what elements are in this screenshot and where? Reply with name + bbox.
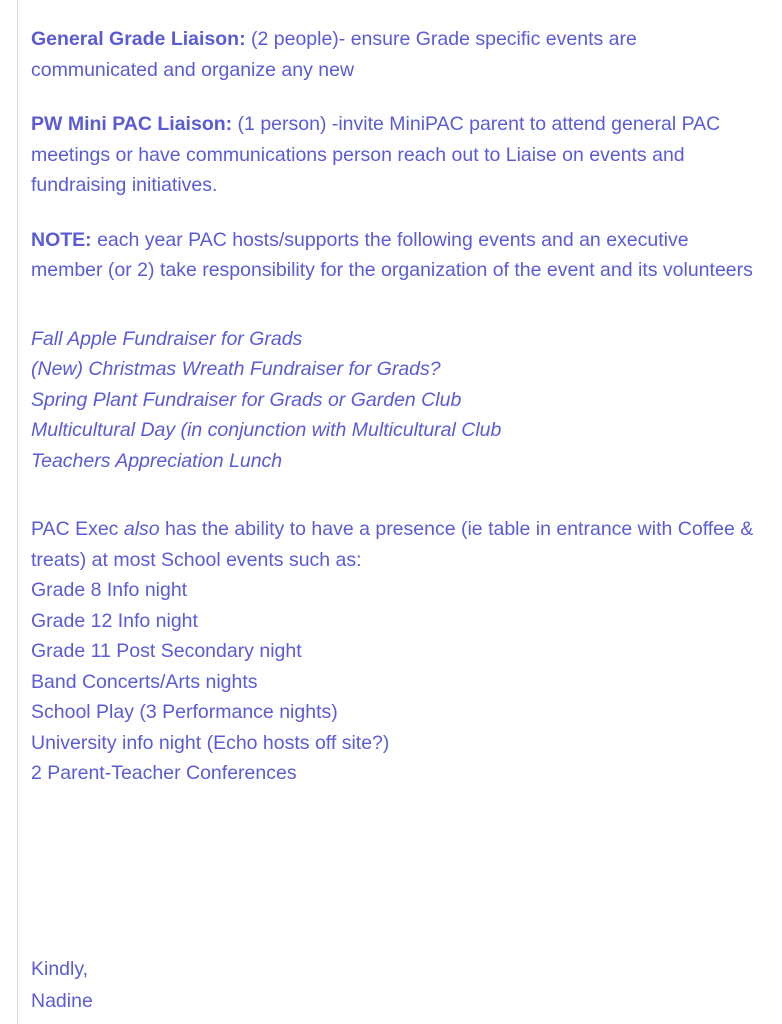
- list-item: Multicultural Day (in conjunction with Multicultural Club: [31, 419, 502, 441]
- list-item: Grade 11 Post Secondary night: [31, 640, 302, 662]
- signoff-name: Nadine: [31, 990, 93, 1012]
- paragraph-note: [31, 225, 758, 286]
- spacer: [31, 500, 758, 514]
- text-pac-exec-part1: PAC Exec: [31, 518, 124, 540]
- left-margin-rule: [17, 0, 18, 1024]
- label-pw-mini-pac-liaison: PW Mini PAC Liaison:: [31, 113, 233, 135]
- text-note: each year PAC hosts/supports the following events and an executive member (or 2) take responsibility for the organization of the event and its volunteers: [31, 228, 753, 281]
- label-note: NOTE:: [31, 228, 92, 251]
- list-item: Band Concerts/Arts nights: [31, 670, 258, 693]
- school-events-list: [31, 575, 758, 789]
- list-item: Spring Plant Fundraiser for Grads or Garden Club: [31, 388, 462, 411]
- list-item: Grade 12 Info night: [31, 609, 198, 632]
- list-item: University info night (Echo hosts off site?): [31, 731, 390, 754]
- text-pac-exec-part2: has the ability to have a presence (ie table in entrance with Coffee & treats) at most School events such as:: [31, 518, 754, 571]
- text-pw-mini-pac-liaison: (1 person) -invite MiniPAC parent to attend general PAC meetings or have communications person reach out to Liaise on events and fundraising initiatives.: [31, 113, 721, 196]
- list-item: Fall Apple Fundraiser for Grads: [31, 327, 303, 350]
- label-general-grade-liaison: General Grade Liaison:: [31, 28, 246, 50]
- list-item: School Play (3 Performance nights): [31, 701, 338, 723]
- signoff-closing: Kindly,: [31, 958, 89, 980]
- events-list-italic: [31, 324, 758, 477]
- list-item: (New) Christmas Wreath Fundraiser for Grads?: [31, 358, 441, 380]
- paragraph-general-grade-liaison: [31, 24, 758, 85]
- list-item: 2 Parent-Teacher Conferences: [31, 762, 297, 784]
- paragraph-pac-exec-presence: [31, 514, 758, 575]
- paragraph-pw-mini-pac-liaison: [31, 109, 758, 201]
- signoff-block: [31, 953, 93, 1017]
- text-pac-exec-emphasis: also: [123, 518, 160, 540]
- spacer: [31, 310, 758, 324]
- list-item: Grade 8 Info night: [31, 579, 188, 601]
- text-general-grade-liaison: (2 people)- ensure Grade specific events are communicated and organize any new: [31, 28, 637, 81]
- list-item: Teachers Appreciation Lunch: [31, 449, 283, 472]
- document-body: [31, 24, 758, 789]
